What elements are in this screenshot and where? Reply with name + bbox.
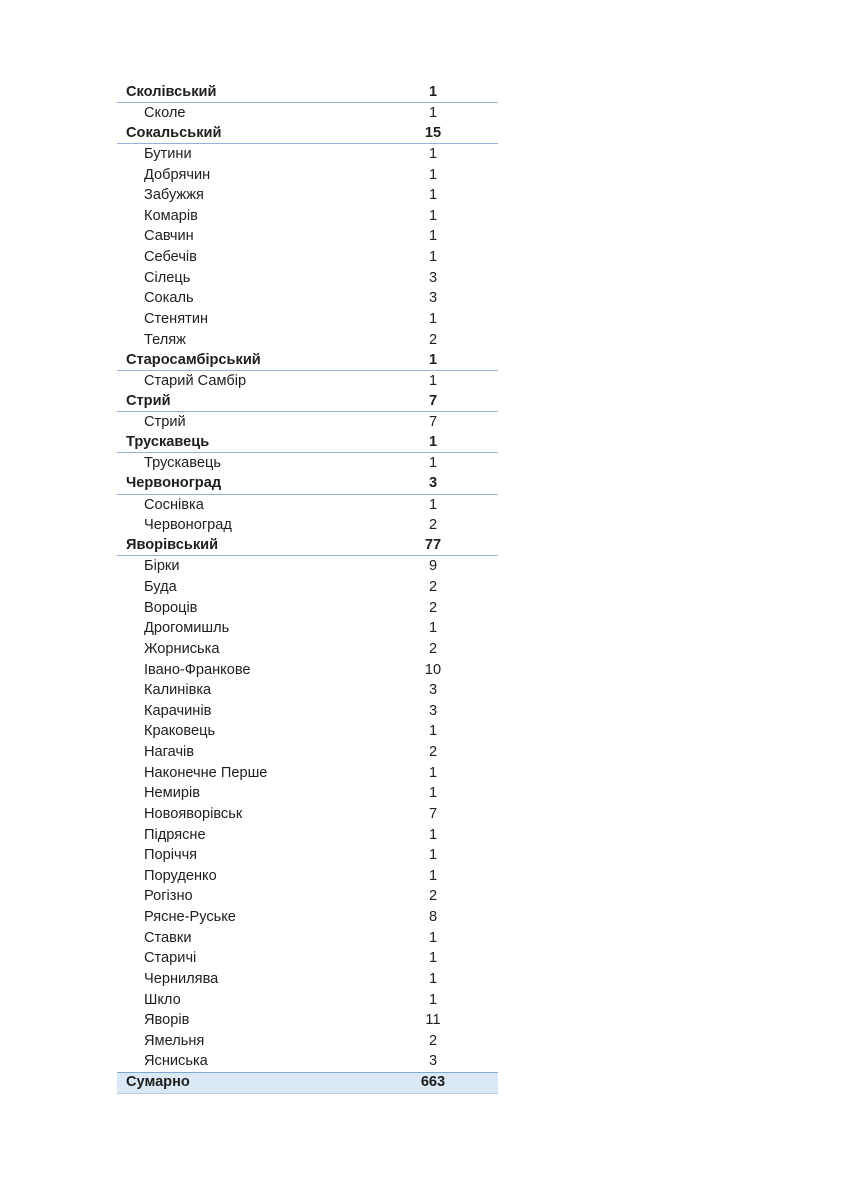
- table-row-settlement: [117, 660, 498, 681]
- place-count: 7: [428, 414, 438, 431]
- table-row-settlement: [117, 185, 498, 206]
- place-count: 1: [428, 991, 438, 1008]
- place-count: 1: [428, 620, 438, 637]
- place-name: Поріччя: [144, 848, 198, 863]
- place-name: Червоноград: [144, 518, 232, 533]
- place-name: Нагачів: [144, 745, 195, 760]
- place-name: Наконечне Перше: [144, 765, 268, 781]
- place-count: 1: [428, 826, 438, 843]
- place-count: 1: [428, 351, 438, 368]
- table-row-district: [117, 433, 498, 454]
- place-count: 8: [428, 909, 438, 926]
- table-row-settlement: [117, 742, 498, 763]
- place-count: 1: [428, 145, 438, 162]
- place-name: Вороців: [144, 600, 198, 616]
- place-count: 1: [428, 310, 438, 327]
- place-count: 2: [428, 331, 438, 348]
- place-name: Буда: [144, 580, 177, 595]
- table-row-settlement: [117, 618, 498, 639]
- place-count: 1: [428, 455, 438, 472]
- place-count: 1: [428, 867, 438, 884]
- summary-value: 663: [420, 1074, 446, 1091]
- place-count: 11: [425, 1012, 441, 1029]
- place-name: Червоноград: [126, 476, 222, 491]
- summary-row: [117, 1072, 498, 1094]
- table-row-settlement: [117, 495, 498, 516]
- place-name: Карачинів: [144, 703, 212, 719]
- table-row-settlement: [117, 928, 498, 949]
- place-count: 3: [428, 702, 438, 719]
- place-name: Рогізно: [144, 889, 193, 904]
- place-count: 3: [428, 682, 438, 699]
- table-row-settlement: [117, 288, 498, 309]
- place-count: 1: [428, 785, 438, 802]
- table-row-settlement: [117, 763, 498, 784]
- place-count: 77: [424, 537, 442, 554]
- place-count: 1: [428, 166, 438, 183]
- table-row-settlement: [117, 701, 498, 722]
- place-count: 2: [428, 888, 438, 905]
- place-name: Сколе: [144, 105, 186, 121]
- table-row-settlement: [117, 144, 498, 165]
- place-name: Сокаль: [144, 291, 194, 306]
- table-row-settlement: [117, 206, 498, 227]
- place-count: 9: [428, 558, 438, 575]
- table-row-settlement: [117, 990, 498, 1011]
- table-row-settlement: [117, 845, 498, 866]
- place-count: 1: [428, 207, 438, 224]
- place-name: Старий Самбір: [144, 373, 247, 389]
- place-count: 1: [428, 249, 438, 266]
- place-count: 3: [428, 269, 438, 286]
- place-count: 3: [428, 290, 438, 307]
- settlements-table: [117, 82, 498, 1094]
- place-name: Сколівський: [126, 84, 217, 100]
- place-count: 10: [424, 661, 442, 678]
- table-row-settlement: [117, 1051, 498, 1072]
- place-name: Добрячин: [144, 167, 211, 183]
- place-name: Краковець: [144, 724, 216, 739]
- table-row-settlement: [117, 453, 498, 474]
- place-name: Жорниська: [144, 641, 220, 657]
- table-row-settlement: [117, 515, 498, 536]
- place-name: Стрий: [126, 393, 171, 409]
- place-name: Себечів: [144, 250, 197, 265]
- summary-label: Сумарно: [126, 1075, 190, 1091]
- place-name: Соснівка: [144, 497, 204, 513]
- place-name: Савчин: [144, 229, 194, 244]
- place-count: 1: [428, 228, 438, 245]
- place-name: Немирів: [144, 786, 200, 801]
- table-row-settlement: [117, 639, 498, 660]
- place-name: Стрий: [144, 415, 186, 430]
- table-row-settlement: [117, 680, 498, 701]
- place-name: Трускавець: [144, 456, 221, 471]
- table-row-settlement: [117, 247, 498, 268]
- place-name: Ямельня: [144, 1033, 205, 1049]
- place-count: 3: [428, 475, 438, 492]
- table-row-settlement: [117, 371, 498, 392]
- table-row-settlement: [117, 268, 498, 289]
- place-name: Забужжя: [144, 188, 204, 203]
- place-count: 3: [428, 1053, 438, 1070]
- place-count: 7: [428, 805, 438, 822]
- table-body: [117, 82, 498, 1072]
- place-count: 2: [428, 1032, 438, 1049]
- place-name: Дрогомишль: [144, 621, 230, 636]
- place-count: 2: [428, 517, 438, 534]
- place-name: Бутини: [144, 146, 192, 162]
- table-row-settlement: [117, 556, 498, 577]
- table-row-settlement: [117, 866, 498, 887]
- table-row-district: [117, 82, 498, 103]
- place-count: 1: [428, 764, 438, 781]
- table-row-settlement: [117, 103, 498, 124]
- table-row-settlement: [117, 1010, 498, 1031]
- table-row-settlement: [117, 577, 498, 598]
- place-count: 1: [428, 434, 438, 451]
- place-name: Сокальський: [126, 125, 222, 141]
- place-name: Теляж: [144, 332, 186, 348]
- place-count: 2: [428, 744, 438, 761]
- place-count: 2: [428, 640, 438, 657]
- table-row-settlement: [117, 783, 498, 804]
- place-name: Івано-Франкове: [144, 662, 251, 678]
- table-row-settlement: [117, 1031, 498, 1052]
- place-name: Комарів: [144, 208, 198, 224]
- place-name: Ясниська: [144, 1054, 208, 1069]
- table-row-settlement: [117, 309, 498, 330]
- place-name: Яворівський: [126, 538, 219, 553]
- place-name: Трускавець: [126, 435, 210, 450]
- place-name: Калинівка: [144, 683, 212, 698]
- place-name: Шкло: [144, 992, 181, 1008]
- place-name: Чернилява: [144, 971, 219, 987]
- place-count: 1: [428, 847, 438, 864]
- place-name: Підрясне: [144, 827, 206, 843]
- table-row-settlement: [117, 412, 498, 433]
- place-name: Ставки: [144, 930, 192, 946]
- place-name: Старосамбірський: [126, 352, 261, 368]
- place-count: 1: [428, 83, 438, 100]
- place-name: Стенятин: [144, 311, 209, 327]
- place-name: Бірки: [144, 559, 180, 574]
- place-count: 15: [424, 124, 442, 141]
- table-row-settlement: [117, 969, 498, 990]
- place-name: Старичі: [144, 951, 197, 966]
- place-count: 1: [428, 723, 438, 740]
- place-count: 1: [428, 496, 438, 513]
- table-row-district: [117, 536, 498, 557]
- place-name: Новояворівськ: [144, 806, 243, 822]
- place-count: 1: [428, 104, 438, 121]
- place-name: Поруденко: [144, 868, 217, 884]
- table-row-district: [117, 350, 498, 371]
- table-row-settlement: [117, 804, 498, 825]
- table-row-settlement: [117, 825, 498, 846]
- table-row-settlement: [117, 948, 498, 969]
- table-row-settlement: [117, 907, 498, 928]
- table-row-settlement: [117, 226, 498, 247]
- place-count: 7: [428, 392, 438, 409]
- place-count: 1: [428, 950, 438, 967]
- place-count: 1: [428, 929, 438, 946]
- place-count: 2: [428, 579, 438, 596]
- table-row-settlement: [117, 886, 498, 907]
- place-count: 1: [428, 372, 438, 389]
- table-row-district: [117, 123, 498, 144]
- place-name: Сілець: [144, 270, 191, 286]
- table-row-settlement: [117, 598, 498, 619]
- table-row-district: [117, 391, 498, 412]
- table-row-settlement: [117, 330, 498, 351]
- place-name: Яворів: [144, 1013, 190, 1028]
- place-name: Рясне-Руське: [144, 910, 236, 925]
- place-count: 1: [428, 187, 438, 204]
- place-count: 1: [428, 970, 438, 987]
- place-count: 2: [428, 599, 438, 616]
- table-row-district: [117, 474, 498, 495]
- table-row-settlement: [117, 721, 498, 742]
- table-row-settlement: [117, 165, 498, 186]
